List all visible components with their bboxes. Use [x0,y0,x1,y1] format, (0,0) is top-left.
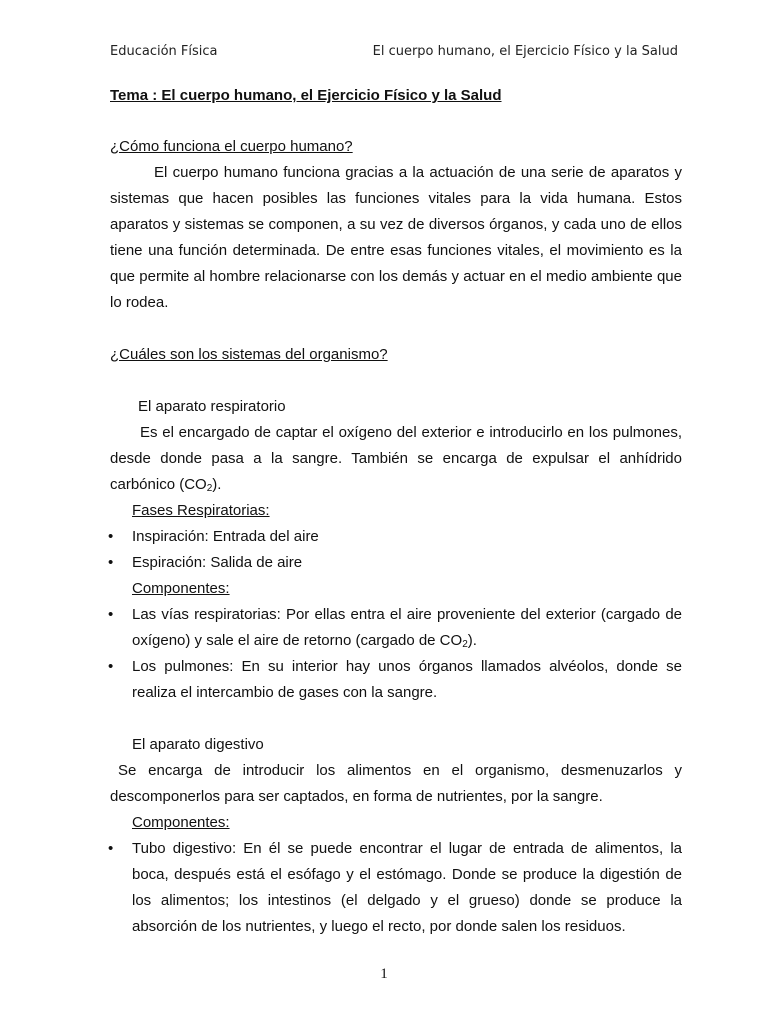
document-body [110,84,682,940]
componentes-label-respiratorio [110,576,682,602]
section-heading-digestivo: El aparato digestivo [132,736,264,753]
componentes-label-text: Componentes: [132,580,230,597]
list-item [110,836,682,940]
running-header [110,44,678,59]
bullet-icon: • [108,528,114,545]
list-item-text-end: ). [467,632,477,649]
list-item-text: Tubo digestivo: En él se puede encontrar el lugar de entrada de alimentos, la boca, después está el esófago y el estómago. Donde se produce la digestión de los alimentos; los intestinos (el delgado y el grueso) donde se produce la absorción de los nutrientes, y luego el recto, por donde salen los residuos. [132,840,682,935]
paragraph-digestivo: Se encarga de introducir los alimentos en el organismo, desmenuzarlos y descomponerlos para ser captados, en forma de nutrientes, por la sangre. [110,762,682,805]
list-item-text: Los pulmones: En su interior hay unos órganos llamados alvéolos, donde se realiza el intercambio de gases con la sangre. [132,658,682,701]
fases-list [110,524,682,576]
list-item-text: Las vías respiratorias: Por ellas entra el aire proveniente del exterior (cargado de oxígeno) y sale el aire de retorno (cargado de CO [132,606,682,649]
bullet-icon: • [108,658,114,675]
list-item [110,602,682,654]
question-heading-1: ¿Cómo funciona el cuerpo humano? [110,138,353,155]
co2-subscript: 2 [206,483,213,494]
question-heading-2: ¿Cuáles son los sistemas del organismo? [110,346,388,363]
respiratorio-body-pre: Es el encargado de captar el oxígeno del exterior e introducirlo en los pulmones, desde donde pasa a la sangre. También se encarga de expulsar el anhídrido carbónico (CO [110,424,682,493]
componentes-label-digestivo [110,810,682,836]
header-right: El cuerpo humano, el Ejercicio Físico y la Salud [372,44,678,59]
document-title: Tema : El cuerpo humano, el Ejercicio Físico y la Salud [110,87,502,104]
bullet-icon: • [108,840,114,857]
respiratorio-body-post: ). [212,476,222,493]
co2-subscript: 2 [462,639,468,650]
list-item [110,654,682,706]
list-item-text: Inspiración: Entrada del aire [132,528,319,545]
bullet-icon: • [108,554,114,571]
header-left: Educación Física [110,44,218,59]
section-heading-respiratorio: El aparato respiratorio [138,398,286,415]
paragraph-respiratorio [110,420,682,498]
fases-label-text: Fases Respiratorias: [132,502,270,519]
list-item [110,524,682,550]
componentes-list-digestivo [110,836,682,940]
componentes-list-respiratorio [110,602,682,706]
list-item-text: Espiración: Salida de aire [132,554,303,571]
paragraph-how-body-works: El cuerpo humano funciona gracias a la actuación de una serie de aparatos y sistemas que hacen posibles las funciones vitales para la vida humana. Estos aparatos y sistemas se componen, a su vez de diversos órganos, y cada uno de ellos tiene una función determinada. De entre esas funciones vitales, el movimiento es la que permite al hombre relacionarse con los demás y actuar en el medio ambiente que lo rodea. [110,164,682,311]
bullet-icon: • [108,606,114,623]
fases-label [110,498,682,524]
page-number: 1 [380,966,388,982]
list-item [110,550,682,576]
componentes-label-text: Componentes: [132,814,230,831]
